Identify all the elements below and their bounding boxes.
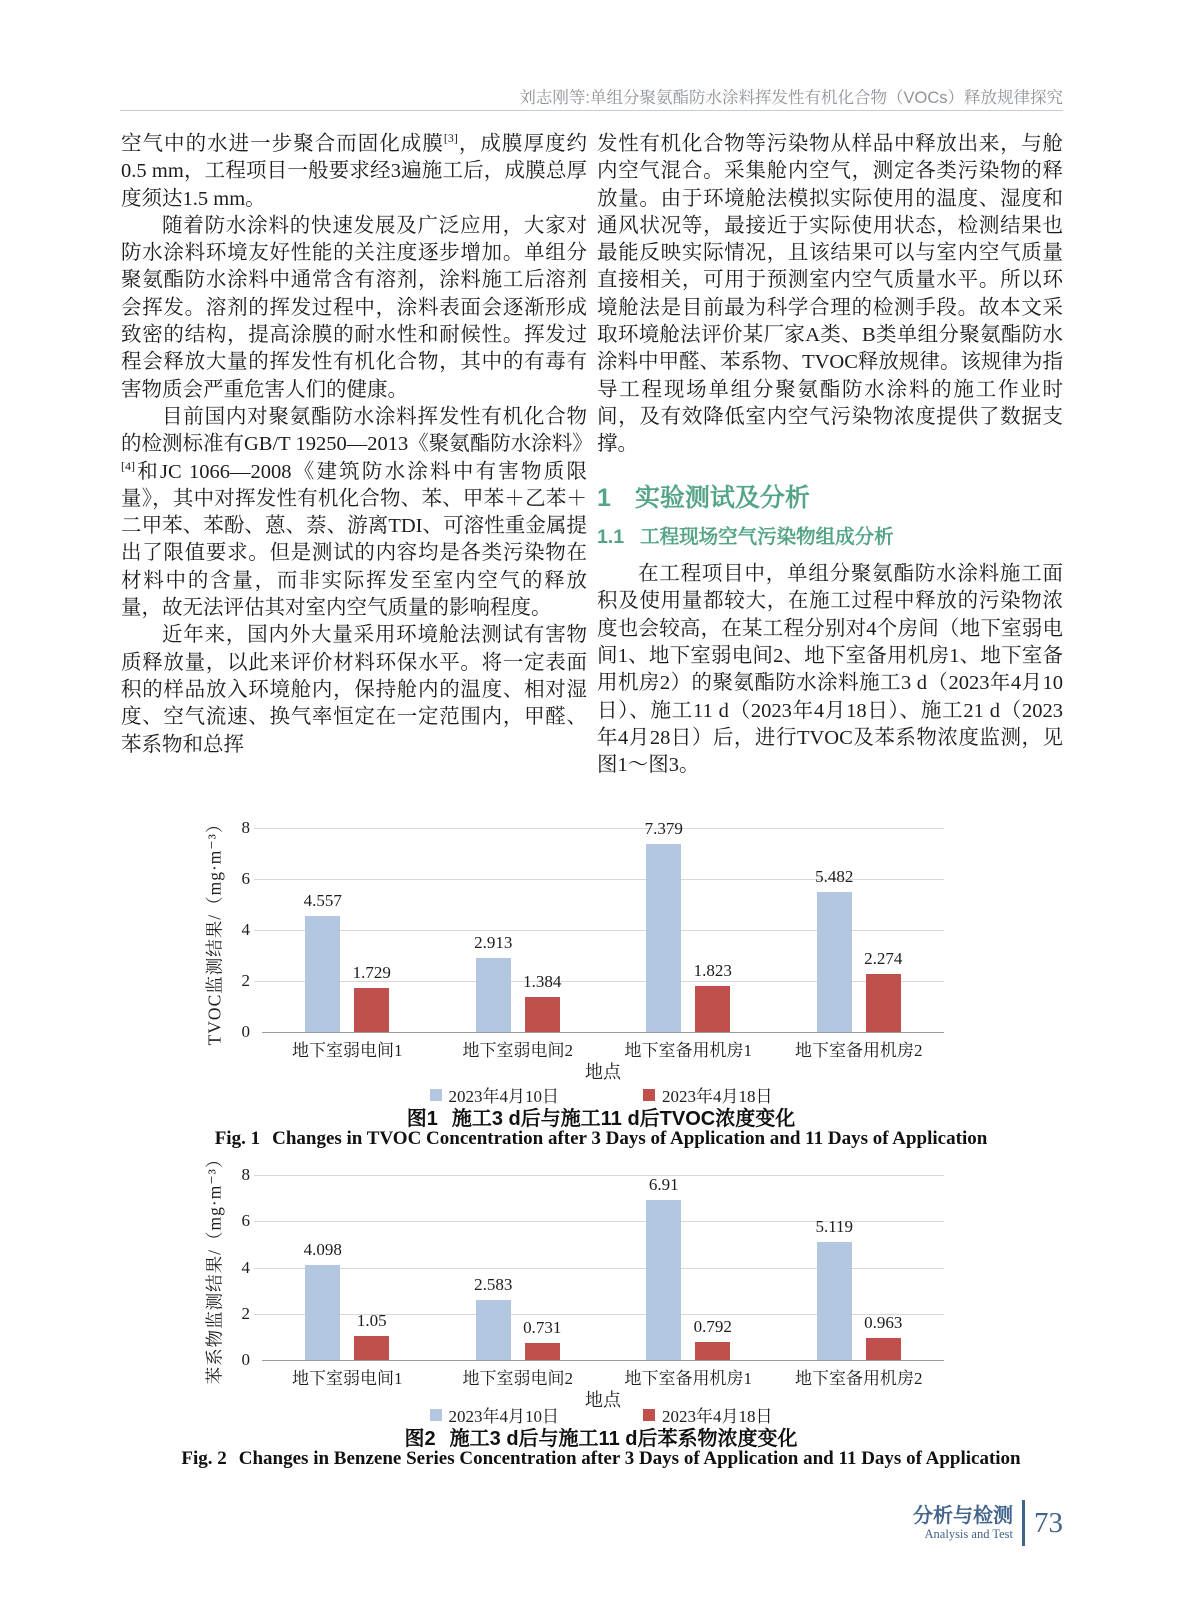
header-divider [120, 110, 1063, 111]
footer-divider-bar [1022, 1500, 1025, 1546]
chart-bar [476, 958, 511, 1032]
bar-value-label: 5.482 [815, 867, 854, 887]
bar-value-label: 6.91 [648, 1175, 679, 1195]
legend-label: 2023年4月10日 [448, 1087, 559, 1106]
figure-caption-text: 施工3 d后与施工11 d后TVOC浓度变化 [451, 1108, 796, 1130]
bar-value-label: 0.792 [693, 1316, 732, 1336]
gridline [254, 1175, 944, 1176]
chart-bar [354, 1336, 389, 1360]
chart-bar [525, 997, 560, 1032]
category-label: 地下室备用机房1 [624, 1369, 752, 1388]
footer-section-zh: 分析与检测 [913, 1504, 1013, 1527]
figure-caption-zh [136, 1422, 1066, 1451]
category-label: 地下室弱电间2 [462, 1369, 573, 1388]
figure-2-benzene-chart [136, 1136, 1066, 1476]
paragraph: 在工程项目中，单组分聚氨酯防水涂料施工面积及使用量都较大，在施工过程中释放的污染物浓度也会较高，在某工程分别对4个房间（地下室弱电间1、地下室弱电间2、地下室备用机房1、地下室备用机房2）的聚氨酯防水涂料施工3 d（2023年4月10日）、施工11 d（2023年4月18日）、施工21 d（2023年4月28日）后，进行TVOC及苯系物浓度监测，见图1～图3。 [597, 563, 1063, 777]
page-number: 73 [1034, 1506, 1063, 1539]
figure-caption-text-en: Changes in Benzene Series Concentration after 3 Days of Application and 11 Days of Application [238, 1448, 1021, 1469]
y-tick-label: 6 [241, 1211, 250, 1231]
citation-marker: [3] [443, 131, 458, 146]
chart-bar [866, 1338, 901, 1360]
paragraph-text: 空气中的水进一步聚合而固化成膜 [121, 133, 444, 155]
figure-number-en: Fig. 2 [181, 1448, 227, 1469]
chart-bar [695, 986, 730, 1032]
figure-caption-zh [136, 1102, 1066, 1131]
bar-value-label: 2.274 [864, 949, 903, 968]
chart-bar [695, 1342, 730, 1360]
bar-value-label: 0.963 [864, 1312, 903, 1332]
paragraph: 随着防水涂料的快速发展及广泛应用，大家对防水涂料环境友好性能的关注度逐步增加。单组分聚氨酯防水涂料中通常含有溶剂，涂料施工后溶剂会挥发。溶剂的挥发过程中，涂料表面会逐渐形成致密的结构，提高涂膜的耐水性和耐候性。挥发过程会释放大量的挥发性有机化合物，其中的有毒有害物质会严重危害人们的健康。 [121, 214, 587, 401]
subsection-heading [597, 524, 1063, 551]
section-heading [597, 485, 1063, 512]
bar-value-label: 1.823 [693, 960, 732, 980]
figure-1-tvoc-chart [136, 786, 1066, 1158]
category-label: 地下室备用机房2 [795, 1369, 923, 1388]
legend-swatch [643, 1089, 655, 1101]
y-tick-label: 0 [241, 1022, 250, 1041]
citation-marker: [4] [121, 458, 135, 473]
gridline [254, 828, 944, 829]
y-tick-label: 8 [241, 818, 250, 837]
bar-value-label: 1.729 [352, 962, 391, 982]
paragraph-text: 和JC 1066—2008《建筑防水涂料中有害物质限量》，其中对挥发性有机化合物、苯、甲苯＋乙苯＋二甲苯、苯酚、蒽、萘、游离TDI、可溶性重金属提出了限值要求。但是测试的内容均是各类污染物在材料中的含量，而非实际挥发至室内空气的释放量，故无法评估其对室内空气质量的影响程度。 [121, 460, 587, 620]
y-tick-label: 4 [241, 1257, 250, 1277]
y-tick-label: 8 [241, 1165, 250, 1184]
figure-number: 图1 [406, 1108, 438, 1130]
category-label: 地下室弱电间1 [292, 1041, 403, 1060]
legend-label: 2023年4月18日 [662, 1407, 773, 1426]
paragraph [121, 404, 593, 622]
category-label: 地下室备用机房1 [624, 1041, 752, 1060]
bar-value-label: 7.379 [644, 818, 683, 838]
y-axis-title: 苯系物监测结果/（mg·m⁻³） [204, 1149, 225, 1385]
figure-caption-text-en: Changes in TVOC Concentration after 3 Days of Application and 11 Days of Application [272, 1128, 988, 1149]
legend-label: 2023年4月10日 [448, 1407, 559, 1426]
text-column-left [121, 131, 593, 759]
x-axis-title: 地点 [585, 1062, 621, 1082]
footer-section-labels [913, 1505, 1013, 1542]
bar-value-label: 2.913 [474, 932, 513, 952]
figure-caption-text: 施工3 d后与施工11 d后苯系物浓度变化 [449, 1428, 798, 1450]
category-label: 地下室弱电间1 [292, 1369, 403, 1388]
legend-label: 2023年4月18日 [662, 1087, 773, 1106]
legend-swatch [430, 1089, 442, 1101]
subsection-title: 工程现场空气污染物组成分析 [640, 525, 894, 548]
section-title: 实验测试及分析 [634, 483, 810, 512]
footer-section-en: Analysis and Test [924, 1526, 1013, 1541]
category-label: 地下室备用机房2 [795, 1041, 923, 1060]
running-head-title: 刘志刚等:单组分聚氨酯防水涂料挥发性有机化合物（VOCs）释放规律探究 [519, 89, 1063, 107]
legend-swatch [643, 1409, 655, 1421]
bar-value-label: 1.05 [356, 1310, 387, 1330]
bar-value-label: 2.583 [474, 1275, 513, 1295]
bar-value-label: 0.731 [523, 1318, 562, 1338]
figure-number-en: Fig. 1 [214, 1128, 261, 1149]
figure-caption-en [136, 1448, 1066, 1470]
x-axis-title: 地点 [585, 1390, 621, 1410]
bar-value-label: 5.119 [815, 1216, 854, 1236]
paragraph [121, 131, 587, 213]
chart-bar [646, 844, 681, 1032]
y-tick-label: 2 [241, 971, 250, 990]
plot-area [241, 1165, 944, 1388]
category-label: 地下室弱电间2 [462, 1041, 573, 1060]
y-tick-label: 0 [241, 1350, 250, 1369]
page-footer [913, 1500, 1063, 1546]
bar-value-label: 4.098 [303, 1240, 342, 1260]
paragraph: 发性有机化合物等污染物从样品中释放出来，与舱内空气混合。采集舱内空气，测定各类污染物的释放量。由于环境舱法模拟实际使用的温度、湿度和通风状况等，最接近于实际使用状态，检测结果也最能反映实际情况，且该结果可以与室内空气质量直接相关，可用于预测室内空气质量水平。所以环境舱法是目前最为科学合理的检测手段。故本文采取环境舱法评价某厂家A类、B类单组分聚氨酯防水涂料中甲醛、苯系物、TVOC释放规律。该规律为指导工程现场单组分聚氨酯防水涂料的施工作业时间，及有效降低室内空气污染物浓度提供了数据支撑。 [597, 133, 1063, 456]
chart-bar [354, 988, 389, 1032]
paragraph-text: ，成膜厚度约0.5 mm，工程项目一般要求经3遍施工后，成膜总厚度须达1.5 mm。 [121, 133, 588, 210]
bar-value-label: 4.557 [303, 890, 342, 910]
legend-swatch [430, 1409, 442, 1421]
chart-bar [817, 1242, 852, 1360]
bar-value-label: 1.384 [523, 971, 562, 991]
chart-bar [525, 1343, 560, 1360]
y-tick-label: 4 [241, 920, 250, 939]
chart-bar [866, 974, 901, 1032]
paragraph: 近年来，国内外大量采用环境舱法测试有害物质释放量，以此来评价材料环保水平。将一定表面积的样品放入环境舱内，保持舱内的温度、相对湿度、空气流速、换气率恒定在一定范围内，甲醛、苯系物和总挥 [121, 624, 587, 756]
subsection-number: 1.1 [597, 525, 625, 548]
paragraph-text: 目前国内对聚氨酯防水涂料挥发性有机化合物的检测标准有GB/T 19250—2013《聚氨酯防水涂料》 [121, 405, 593, 456]
text-column-right [597, 131, 1063, 780]
plot-area [241, 818, 944, 1060]
section-number: 1 [597, 483, 611, 512]
y-tick-label: 2 [241, 1303, 250, 1323]
figure-number: 图2 [404, 1428, 436, 1450]
y-tick-label: 6 [241, 869, 250, 888]
y-axis-title: TVOC监测结果/（mg·m⁻³） [204, 814, 225, 1046]
